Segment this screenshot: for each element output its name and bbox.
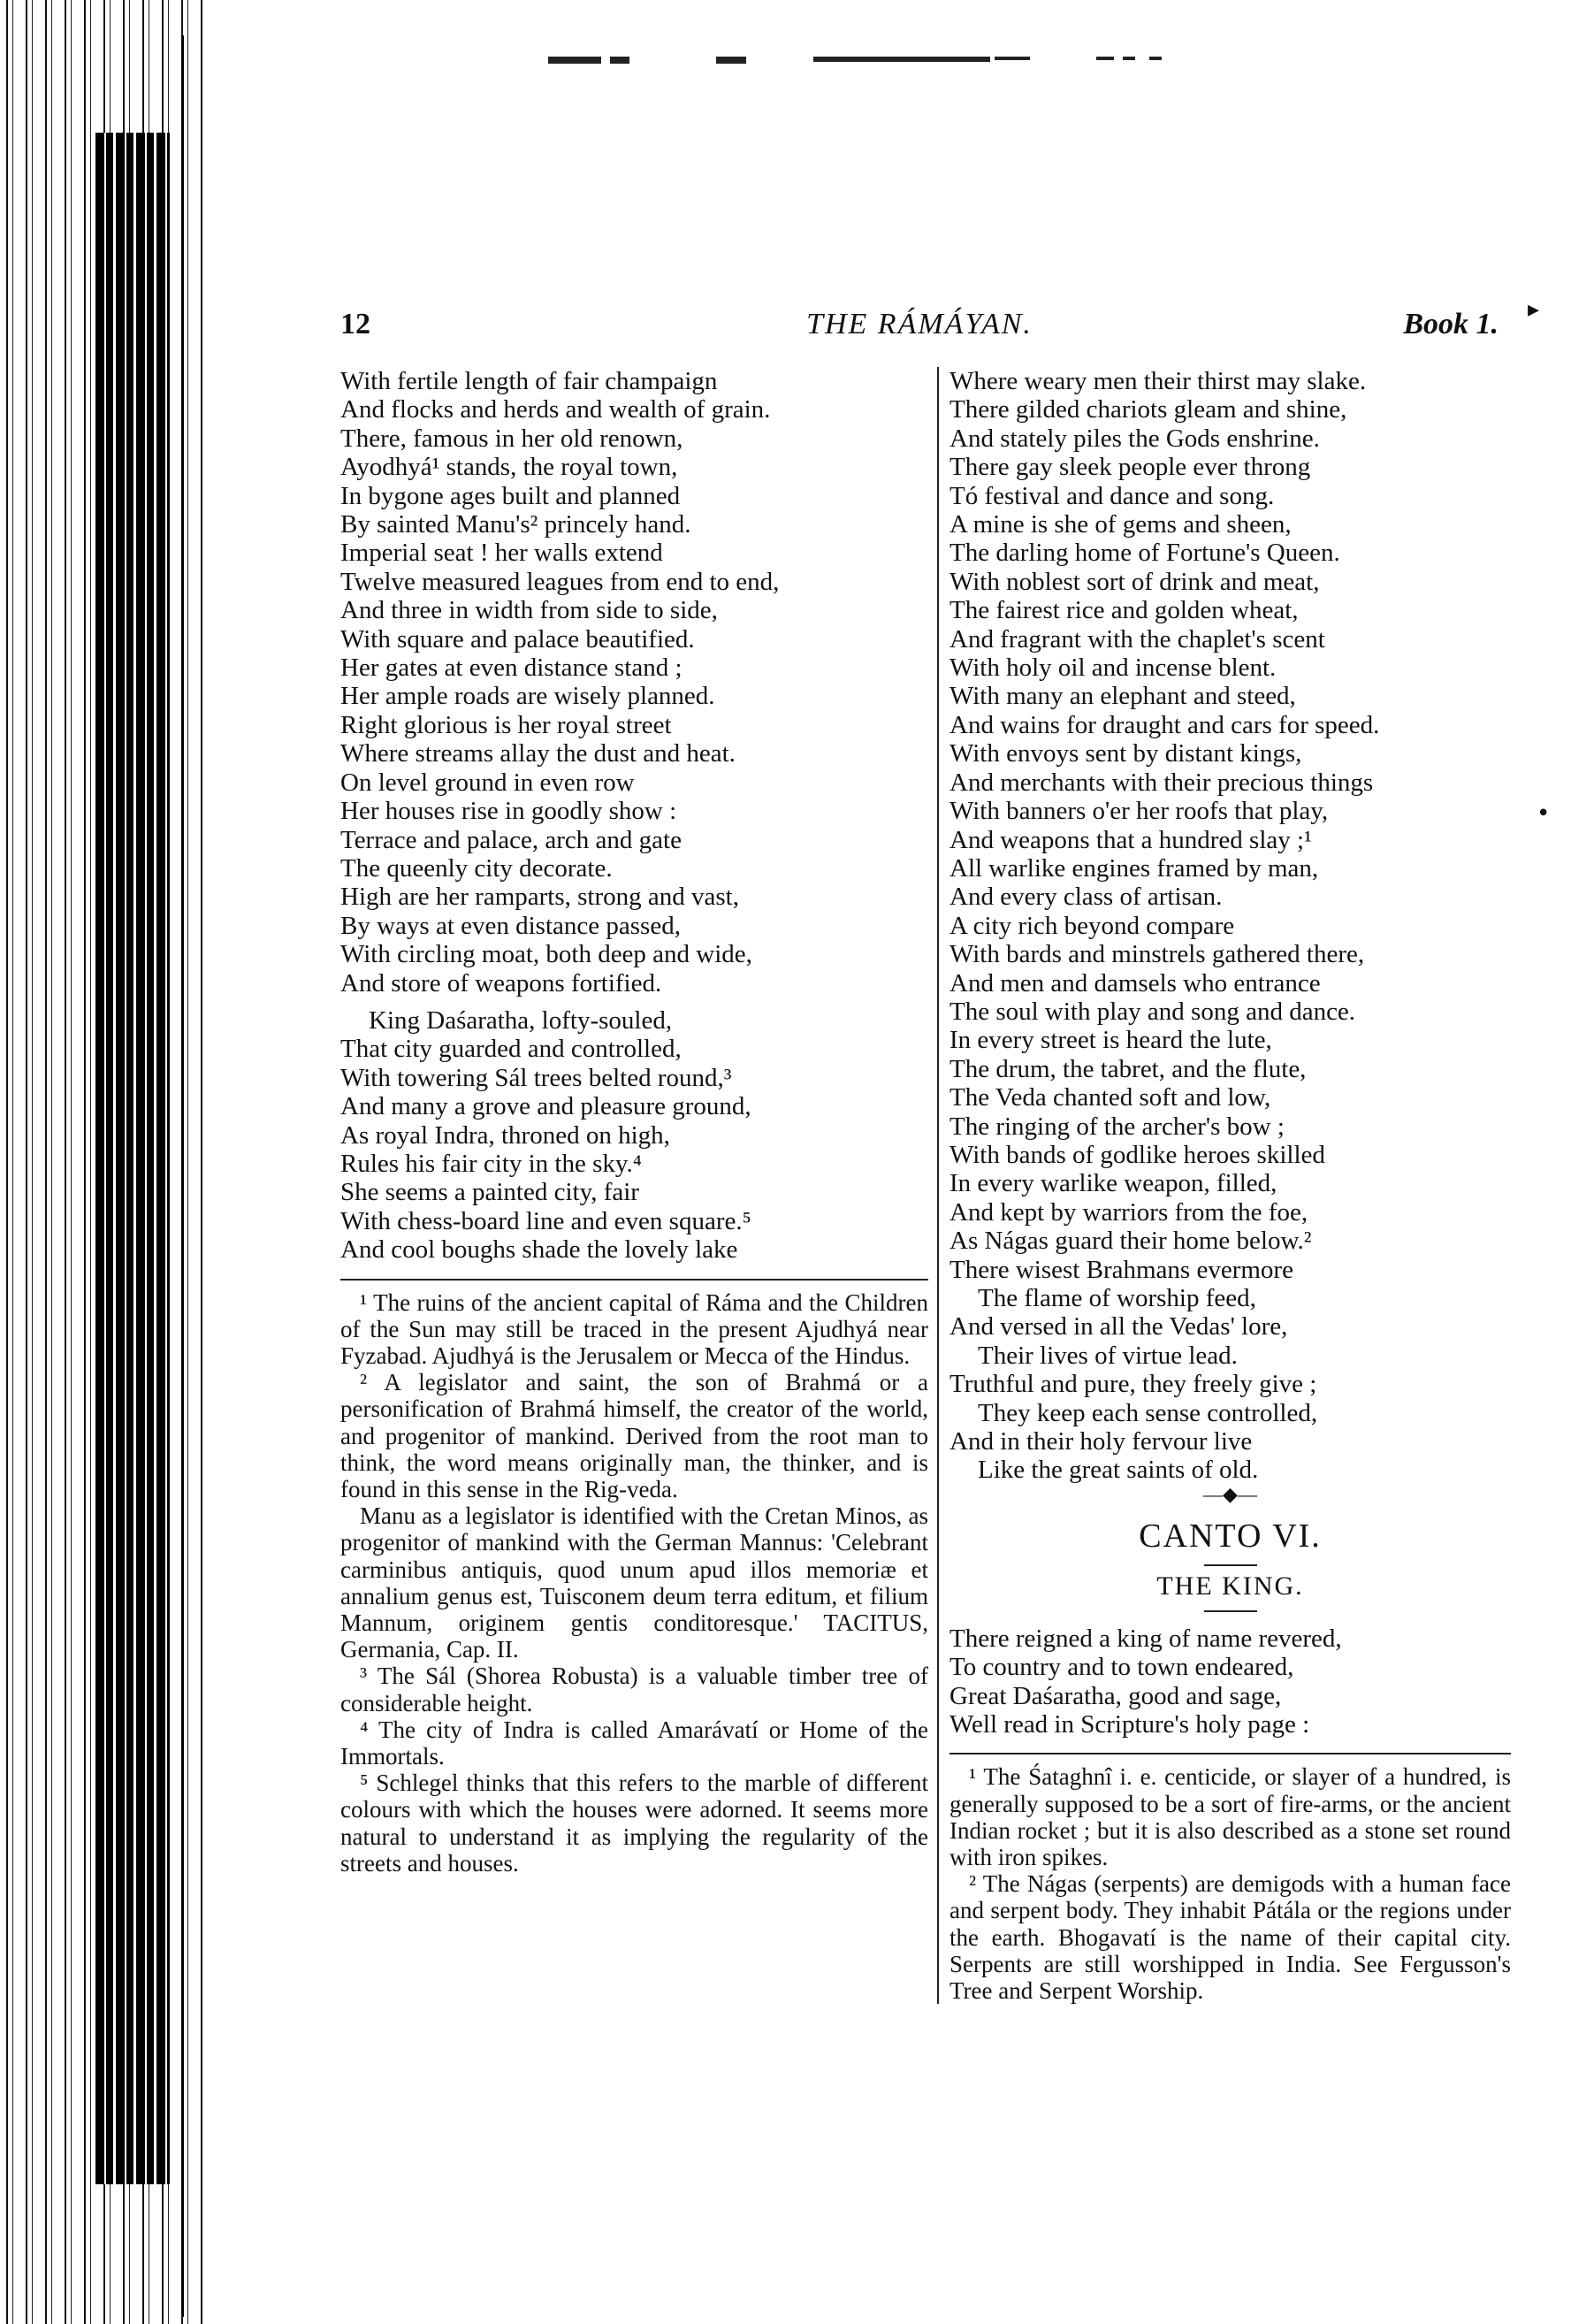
verse-line: And every class of artisan.: [949, 883, 1223, 912]
verse-line: With noblest sort of drink and meat,: [949, 567, 1320, 596]
verse-line: High are her ramparts, strong and vast,: [340, 883, 739, 912]
verse-line: With many an elephant and steed,: [949, 682, 1296, 711]
canto-heading: CANTO VI.: [1139, 1517, 1322, 1555]
footnote: ⁵ Schlegel thinks that this refers to the marble of different colours with which the houses were adorned. It seems more natural to understand it as implying the regularity of the streets and houses.: [340, 1770, 928, 1877]
verse-line: And flocks and herds and wealth of grain.: [340, 395, 771, 424]
verse-line: All warlike engines framed by man,: [949, 853, 1319, 883]
right-column: [937, 367, 1511, 2004]
verse-line: Like the great saints of old.: [978, 1456, 1259, 1485]
verse-line: And three in width from side to side,: [340, 596, 718, 625]
verse-line: With envoys sent by distant kings,: [949, 739, 1302, 768]
verse-line: That city guarded and controlled,: [340, 1035, 682, 1064]
verse-line: With circling moat, both deep and wide,: [340, 940, 752, 969]
verse-line: And weapons that a hundred slay ;¹: [949, 825, 1312, 854]
footnotes-left: [340, 1289, 928, 1877]
verse-line: Truthful and pure, they freely give ;: [949, 1370, 1317, 1399]
verse-line: The drum, the tabret, and the flute,: [949, 1054, 1307, 1083]
verse-line: Terrace and palace, arch and gate: [340, 825, 682, 854]
verse-line: And cool boughs shade the lovely lake: [340, 1235, 738, 1265]
verse-line: And fragrant with the chaplet's scent: [949, 624, 1325, 654]
verse-line: As Nágas guard their home below.²: [949, 1227, 1312, 1256]
verse-line: They keep each sense controlled,: [978, 1398, 1318, 1427]
verse-line: There gilded chariots gleam and shine,: [949, 395, 1347, 424]
canto-subheading: THE KING.: [1156, 1571, 1304, 1601]
scan-top-artifact: [548, 51, 1202, 71]
verse-line: With holy oil and incense blent.: [949, 654, 1277, 683]
heading-rule: [1204, 1564, 1257, 1566]
footnote: ³ The Sál (Shorea Robusta) is a valuable timber tree of considerable height.: [340, 1663, 928, 1716]
verse-line: Their lives of virtue lead.: [978, 1341, 1238, 1370]
verse-line: Where weary men their thirst may slake.: [949, 367, 1367, 395]
verse-line: With towering Sál trees belted round,³: [340, 1063, 732, 1092]
footnote: ² A legislator and saint, the son of Brahmá or a personification of Brahmá himself, the creator of the world, and progenitor of mankind. Derived from the root man to think, the word means originally man, the thinker, and is found in this sense in the Rig-veda.: [340, 1369, 928, 1503]
verse-line: The darling home of Fortune's Queen.: [949, 539, 1340, 568]
verse-line: And in their holy fervour live: [949, 1427, 1253, 1456]
scan-binding-shadow: [95, 133, 170, 2184]
verse-line: And merchants with their precious things: [949, 768, 1374, 797]
verse-line: Her gates at even distance stand ;: [340, 654, 683, 683]
verse-line: Her houses rise in goodly show :: [340, 797, 677, 826]
verse-line: And versed in all the Vedas' lore,: [949, 1312, 1288, 1342]
verse-line: By ways at even distance passed,: [340, 911, 681, 940]
verse-line: In every street is heard the lute,: [949, 1026, 1272, 1055]
left-column: [340, 367, 928, 1877]
verse-line: Twelve measured leagues from end to end,: [340, 567, 780, 596]
verse-line: With fertile length of fair champaign: [340, 367, 718, 395]
verse-line: With chess-board line and even square.⁵: [340, 1206, 751, 1235]
verse-line: And many a grove and pleasure ground,: [340, 1092, 751, 1121]
verse-block: [340, 367, 928, 1265]
verse-line: And wains for draught and cars for speed.: [949, 710, 1380, 739]
verse-line: There gay sleek people ever throng: [949, 453, 1311, 482]
footnote: ⁴ The city of Indra is called Amarávatí or Home of the Immortals.: [340, 1716, 928, 1770]
verse-line: With banners o'er her roofs that play,: [949, 797, 1329, 826]
verse-line: In every warlike weapon, filled,: [949, 1169, 1277, 1198]
verse-line: To country and to town endeared,: [949, 1653, 1294, 1682]
scan-binding-line: [181, 35, 184, 2317]
verse-line: Imperial seat ! her walls extend: [340, 539, 663, 568]
verse-line: Tó festival and dance and song.: [949, 481, 1275, 510]
verse-line: With square and palace beautified.: [340, 624, 695, 654]
verse-line: And store of weapons fortified.: [340, 968, 662, 998]
verse-line: The ringing of the archer's bow ;: [949, 1112, 1285, 1141]
verse-line: And kept by warriors from the foe,: [949, 1197, 1308, 1227]
verse-line: The Veda chanted soft and low,: [949, 1083, 1271, 1112]
verse-line: She seems a painted city, fair: [340, 1178, 639, 1207]
verse-line: A city rich beyond compare: [949, 911, 1235, 940]
heading-rule: [1204, 1610, 1257, 1612]
verse-line: With bands of godlike heroes skilled: [949, 1140, 1325, 1169]
verse-line: With bards and minstrels gathered there,: [949, 940, 1365, 969]
verse-line: Right glorious is her royal street: [340, 710, 672, 739]
verse-line: There wisest Brahmans evermore: [949, 1255, 1293, 1284]
verse-line: There reigned a king of name revered,: [949, 1624, 1342, 1653]
verse-line: In bygone ages built and planned: [340, 481, 681, 510]
verse-line: Great Daśaratha, good and sage,: [949, 1681, 1282, 1710]
page-number: 12: [340, 308, 370, 340]
verse-line: And stately piles the Gods enshrine.: [949, 424, 1320, 453]
scan-binding-edge: [0, 0, 203, 2324]
verse-line: A mine is she of gems and sheen,: [949, 510, 1292, 539]
verse-line: As royal Indra, throned on high,: [340, 1120, 670, 1150]
section-ornament: ―◆―: [1203, 1482, 1257, 1505]
verse-line: King Daśaratha, lofty-souled,: [369, 1005, 673, 1035]
verse-line: There, famous in her old renown,: [340, 424, 683, 453]
verse-line: Well read in Scripture's holy page :: [949, 1710, 1310, 1739]
margin-mark: •: [1537, 800, 1551, 827]
verse-line: On level ground in even row: [340, 768, 635, 797]
verse-line: The queenly city decorate.: [340, 853, 613, 883]
footnote: ¹ The ruins of the ancient capital of Ráma and the Children of the Sun may still be traced in the present Ajudhyá near Fyzabad. Ajudhyá is the Jerusalem or Mecca of the Hindus.: [340, 1288, 928, 1369]
footnote-rule: [949, 1753, 1511, 1754]
verse-line: And men and damsels who entrance: [949, 968, 1321, 998]
canto-verse-block: [949, 1625, 1511, 1739]
verse-line: The soul with play and song and dance.: [949, 997, 1356, 1026]
footnote: ¹ The Śataghnî i. e. centicide, or slayer of a hundred, is generally supposed to be a sort of fire-arms, or the ancient Indian rocket ; but it is also described as a stone set round with iron spikes.: [949, 1763, 1511, 1871]
verse-line: Rules his fair city in the sky.⁴: [340, 1149, 642, 1178]
running-title: THE RÁMÁYAN.: [806, 308, 1033, 340]
page-header: [340, 308, 1499, 348]
verse-line: The fairest rice and golden wheat,: [949, 596, 1299, 625]
verse-line: Her ample roads are wisely planned.: [340, 682, 715, 711]
footnote: ² The Nágas (serpents) are demigods with a human face and serpent body. They inhabit Pátála or the regions under the earth. Bhogavatí is the name of their capital city. Serpents are still worshipped in India. See Fergusson's Tree and Serpent Worship.: [949, 1870, 1511, 2005]
footnote: Manu as a legislator is identified with the Cretan Minos, as progenitor of mankind with the German Mannus: 'Celebrant carminibus antiquis, quod unum apud illos memoriæ et annalium genus est, Tuisconem deum terra editum, et filium Mannum, originem gentis conditoresque.' TACITUS, Germania, Cap. II.: [340, 1502, 928, 1663]
verse-line: Where streams allay the dust and heat.: [340, 739, 736, 768]
verse-line: Ayodhyá¹ stands, the royal town,: [340, 453, 678, 482]
verse-block: [949, 367, 1511, 1485]
footnote-rule: [340, 1279, 928, 1280]
verse-line: By sainted Manu's² princely hand.: [340, 510, 691, 539]
verse-line: The flame of worship feed,: [978, 1284, 1256, 1312]
footnotes-right: [949, 1763, 1511, 2004]
margin-mark: ▸: [1528, 296, 1540, 323]
book-label: Book 1.: [1403, 308, 1499, 340]
